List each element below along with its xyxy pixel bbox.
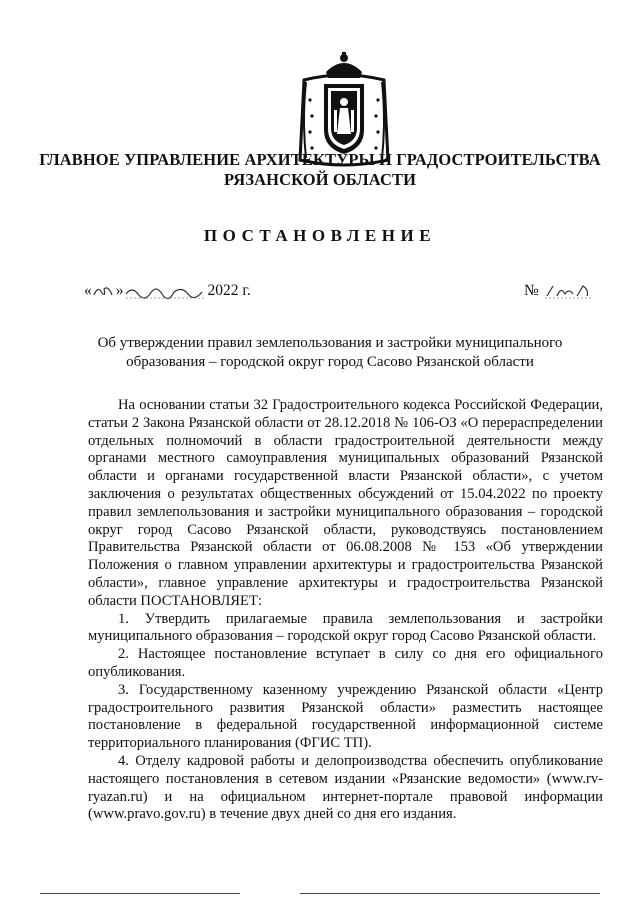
subject-line1: Об утверждении правил землепользования и застройки муниципального (97, 335, 563, 351)
body-paragraph-item-1: 1. Утвердить прилагаемые правила землепользования и застройки муниципального образования – городской округ город Сасово Рязанской области. (88, 610, 603, 645)
scan-divider-right (300, 893, 600, 894)
scan-divider-left (40, 893, 240, 894)
handwritten-number (543, 282, 595, 300)
document-body (88, 397, 603, 824)
organization-name-line2: РЯЗАНСКОЙ ОБЛАСТИ (223, 170, 417, 189)
document-type-title: ПОСТАНОВЛЕНИЕ (203, 226, 437, 245)
document-number (524, 282, 595, 300)
body-paragraph-item-3: 3. Государственному казенному учреждению Рязанской области «Центр градостроительного развития Рязанской области» разместить настоящее постановление в федеральной государственной информационной системе территориального планирования (ФГИС ТП). (88, 681, 603, 752)
date-year: 2022 г. (207, 282, 251, 299)
body-paragraph-preamble: На основании статьи 32 Градостроительного кодекса Российской Федерации, статьи 2 Закона Рязанской области от 28.12.2018 № 106-ОЗ «О перераспределении отдельных полномочий в области градостроительной деятельности между органами местного самоуправления муниципальных образований Рязанской области и органами государственной власти Рязанской области», с учетом заключения о результатах общественных обсуждений от 15.04.2022 по проекту правил землепользования и застройки муниципального образования – городской округ город Сасово Рязанской области, руководствуясь постановлением Правительства Рязанской области от 06.08.2008 № 153 «Об утверждении Положения о главном управлении архитектуры и градостроительства Рязанской области», главное управление архитектуры и градостроительства Рязанской области ПОСТАНОВЛЯЕТ: (88, 397, 603, 609)
date-quote-close: » (115, 282, 124, 299)
subject-line2: образования – городской округ город Сасово Рязанской области (126, 354, 534, 370)
handwritten-day (92, 283, 116, 299)
number-prefix: № (524, 282, 539, 299)
handwritten-month (124, 282, 208, 300)
body-paragraph-item-2: 2. Настоящее постановление вступает в силу со дня его официального опубликования. (88, 646, 603, 680)
organization-name-line1: ГЛАВНОЕ УПРАВЛЕНИЕ АРХИТЕКТУРЫ И ГРАДОСТРОИТЕЛЬСТВА (39, 150, 601, 169)
document-date (84, 282, 251, 300)
body-paragraph-item-4: 4. Отделу кадровой работы и делопроизводства обеспечить опубликование настоящего постановления в сетевом издании «Рязанские ведомости» (www.rv-ryazan.ru) и на официальном интернет-портале правовой информации (www.pravo.gov.ru) в течение двух дней со дня его издания. (88, 752, 603, 823)
document-subject (60, 334, 600, 372)
date-quote-open: « (84, 282, 92, 299)
